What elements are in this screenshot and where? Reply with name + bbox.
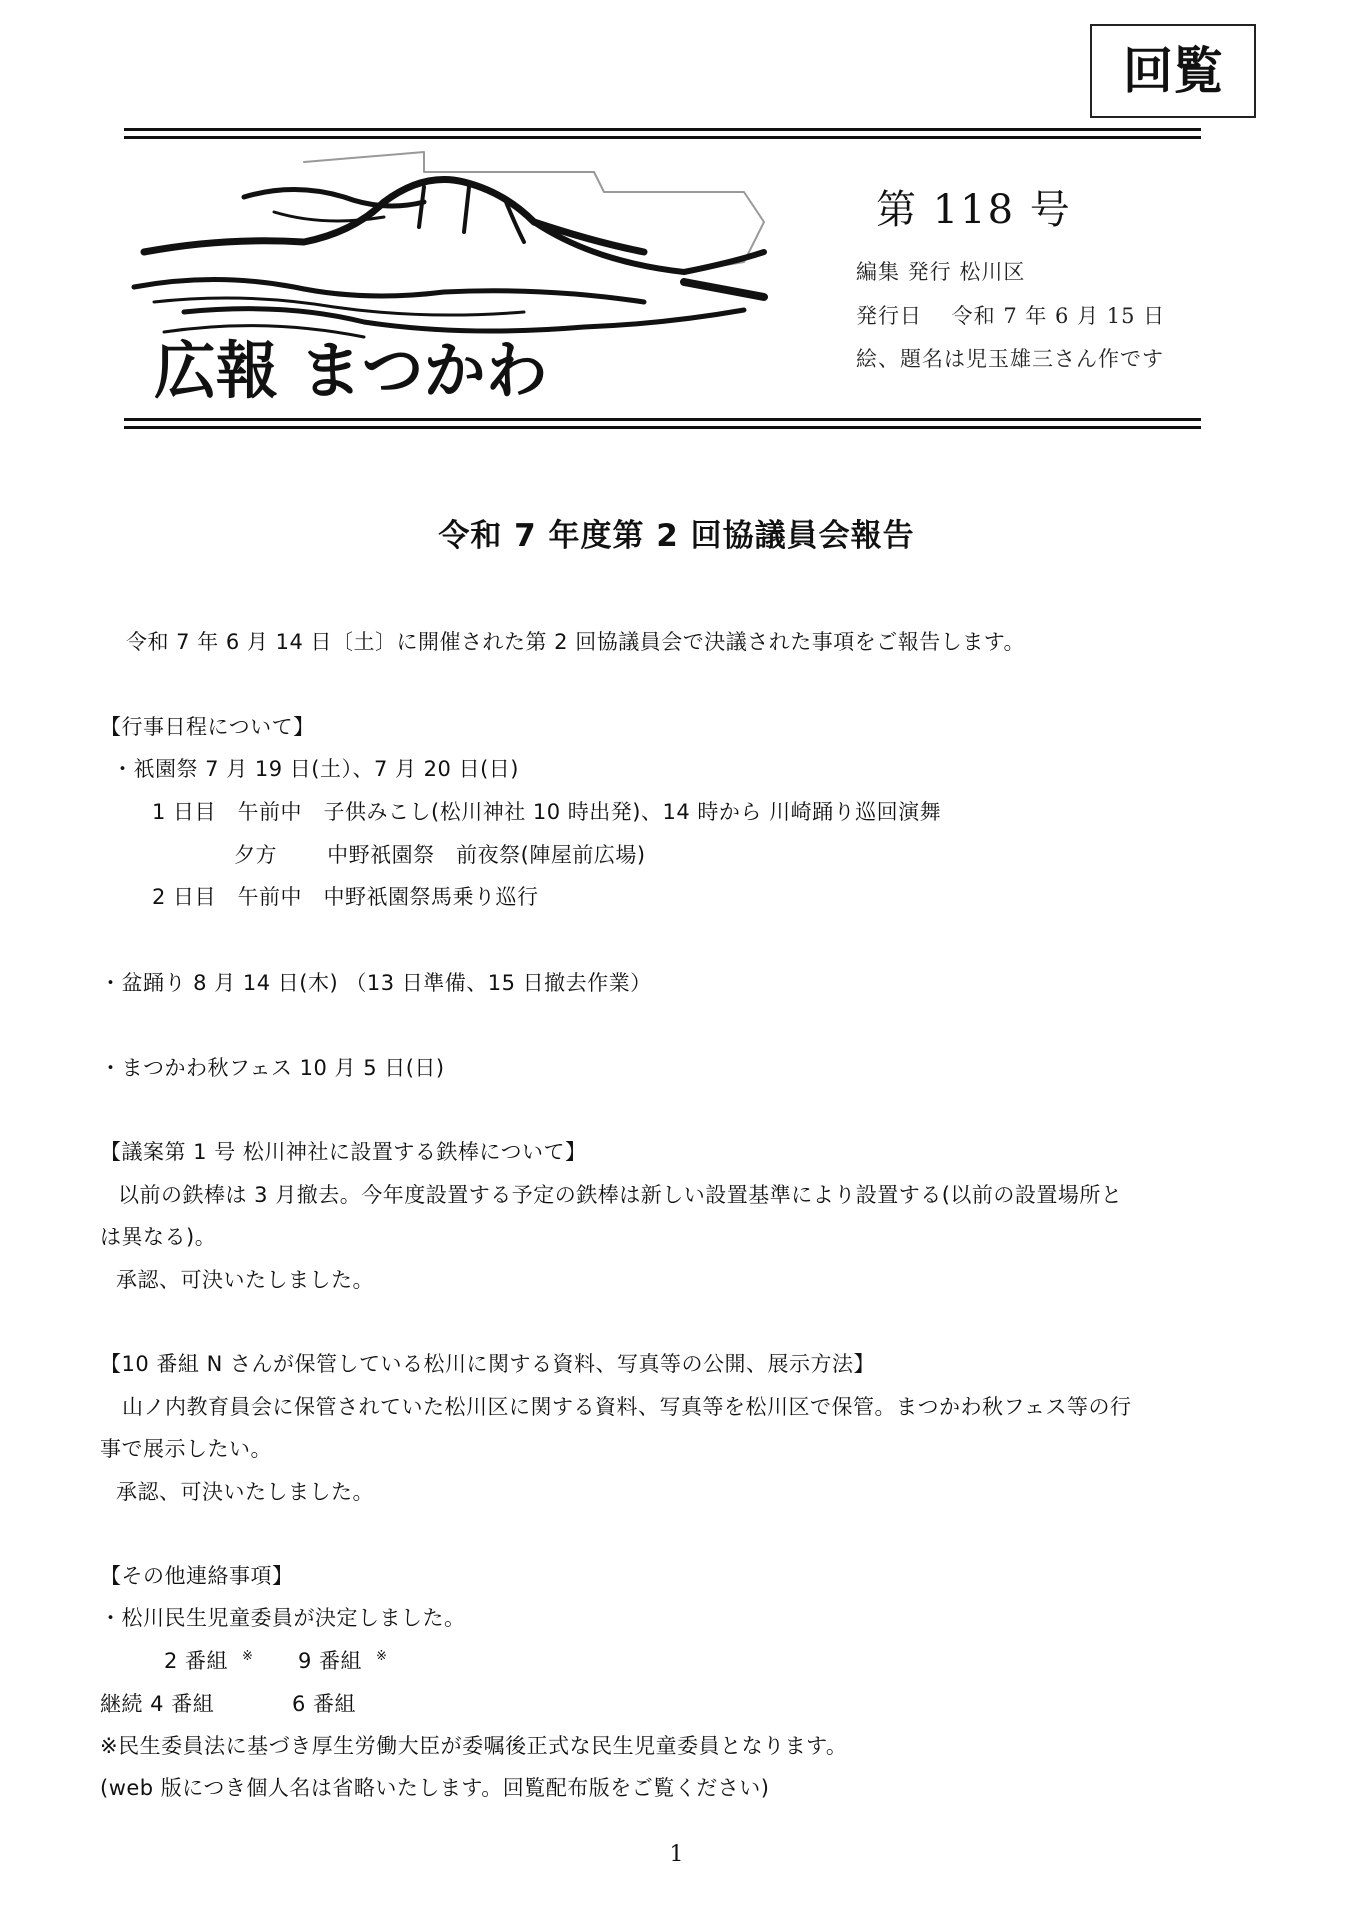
autumn-fes: ・まつかわ秋フェス 10 月 5 日(日) xyxy=(100,1056,445,1080)
gion-day1-evening: 夕方 中野祇園祭 前夜祭(陣屋前広場) xyxy=(234,843,646,867)
group-b xyxy=(298,1645,387,1675)
issue-date: 発行日 令和 7 年 6 月 15 日 xyxy=(856,304,1166,328)
events-heading: 【行事日程について】 xyxy=(100,715,315,739)
committee-note: ※民生委員法に基づき厚生労働大臣が委嘱後正式な民生児童委員となります。 xyxy=(100,1734,848,1758)
continued-group: 継続 4 番組 xyxy=(100,1692,215,1716)
agenda2-result: 承認、可決いたしました。 xyxy=(116,1480,374,1504)
credit-line: 絵、題名は児玉雄三さん作です xyxy=(856,347,1164,371)
circulation-mark: 回覧 xyxy=(1090,24,1256,118)
agenda1-heading: 【議案第 1 号 松川神社に設置する鉄棒について】 xyxy=(100,1140,587,1164)
group-b-label: 9 番組 xyxy=(298,1649,363,1673)
web-version-note: (web 版につき個人名は省略いたします。回覧配布版をご覧ください) xyxy=(100,1776,770,1800)
agenda1-body-line1: 以前の鉄棒は 3 月撤去。今年度設置する予定の鉄棒は新しい設置基準により設置する(以前の設置場所と xyxy=(118,1183,1123,1207)
intro-paragraph: 令和 7 年 6 月 14 日〔土〕に開催された第 2 回協議員会で決議された事項をご報告します。 xyxy=(126,630,1026,654)
masthead-rule-bottom-2 xyxy=(124,426,1201,429)
group-b-mark: ※ xyxy=(376,1649,388,1664)
other-heading: 【その他連絡事項】 xyxy=(100,1564,294,1588)
masthead-rule-bottom xyxy=(124,418,1201,421)
group-c: 6 番組 xyxy=(292,1692,357,1716)
agenda1-body-line2: は異なる)。 xyxy=(100,1225,217,1249)
gion-day1-morning: 1 日目 午前中 子供みこし(松川神社 10 時出発)、14 時から 川崎踊り巡回演舞 xyxy=(152,800,942,824)
committee-decided: ・松川民生児童委員が決定しました。 xyxy=(100,1606,466,1630)
group-a-label: 2 番組 xyxy=(164,1649,229,1673)
group-a-mark: ※ xyxy=(242,1649,254,1664)
issue-number: 第 118 号 xyxy=(876,187,1072,233)
masthead-rule-top xyxy=(124,128,1201,131)
agenda2-body-line1: 山ノ内教育員会に保管されていた松川区に関する資料、写真等を松川区で保管。まつかわ秋フェス等の行 xyxy=(122,1395,1132,1419)
masthead-rule-top-2 xyxy=(124,136,1201,139)
group-a xyxy=(164,1645,253,1675)
agenda2-body-line2: 事で展示したい。 xyxy=(100,1437,272,1461)
agenda2-heading: 【10 番組 N さんが保管している松川に関する資料、写真等の公開、展示方法】 xyxy=(100,1352,875,1376)
editor-line: 編集 発行 松川区 xyxy=(856,260,1026,284)
bon-odori: ・盆踊り 8 月 14 日(木) （13 日準備、15 日撤去作業） xyxy=(100,971,652,995)
gion-day2: 2 日目 午前中 中野祇園祭馬乗り巡行 xyxy=(152,885,539,909)
agenda1-result: 承認、可決いたしました。 xyxy=(116,1268,374,1292)
report-title: 令和 7 年度第 2 回協議員会報告 xyxy=(438,518,915,554)
masthead-logo xyxy=(124,142,820,412)
logo-lettering: 広報 まつかわ xyxy=(154,334,548,407)
page-number: 1 xyxy=(669,1842,684,1867)
gion-festival: ・祇園祭 7 月 19 日(土）、7 月 20 日(日) xyxy=(112,757,519,781)
